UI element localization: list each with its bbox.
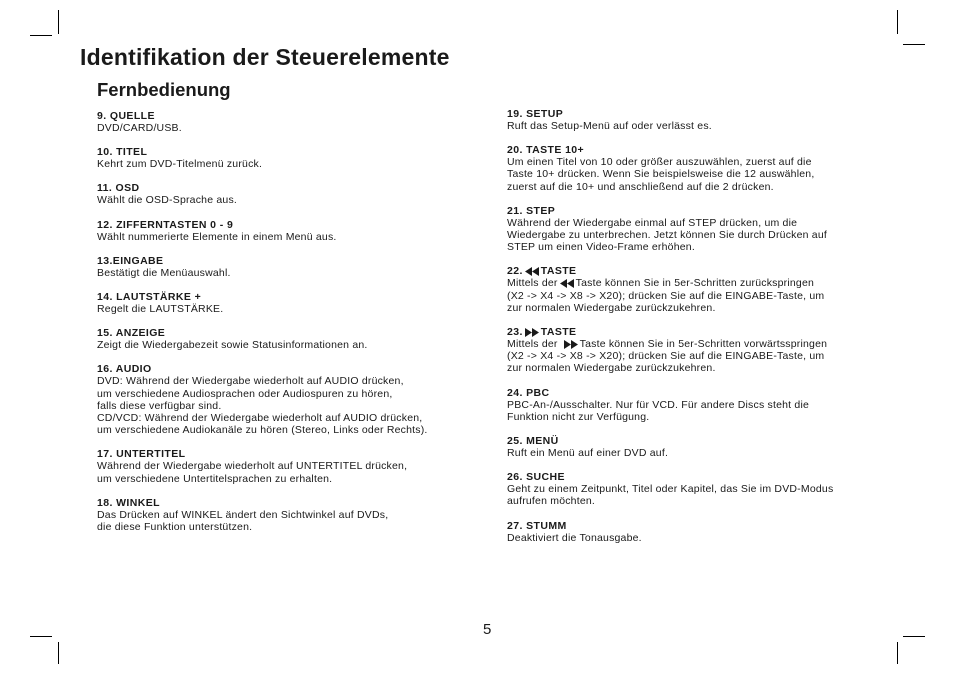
control-description: Bestätigt die Menüauswahl. — [97, 266, 231, 279]
control-description: die diese Funktion unterstützen. — [97, 521, 253, 534]
control-item-forward — [507, 326, 887, 375]
control-description: Während der Wiedergabe einmal auf STEP drücken, um die — [507, 216, 798, 229]
control-description-post: Taste können Sie in 5er-Schritten zurückspringen — [575, 277, 815, 290]
control-heading: 13.EINGABE — [97, 254, 164, 267]
page-title: Identifikation der Steuerelemente — [80, 44, 450, 70]
control-description: falls diese verfügbar sind. — [97, 399, 222, 412]
crop-mark — [897, 642, 898, 664]
control-item-suche — [507, 471, 887, 507]
control-description: um verschiedene Untertitelsprachen zu erhalten. — [97, 472, 333, 485]
control-heading: 20. TASTE 10+ — [507, 144, 585, 157]
control-heading-text: TASTE — [540, 326, 577, 339]
control-description: zuerst auf die 10+ und anschließend auf die 2 drücken. — [507, 180, 774, 193]
crop-mark — [903, 44, 925, 45]
control-heading: 27. STUMM — [507, 519, 567, 532]
control-description: PBC-An-/Ausschalter. Nur für VCD. Für andere Discs steht die — [507, 398, 810, 411]
crop-mark — [30, 636, 52, 637]
control-heading: 24. PBC — [507, 386, 550, 399]
control-description-post: Taste können Sie in 5er-Schritten vorwärtsspringen — [579, 338, 828, 351]
control-description: Wählt die OSD-Sprache aus. — [97, 194, 238, 207]
control-description: Deaktiviert die Tonausgabe. — [507, 531, 642, 544]
control-description: (X2 -> X4 -> X8 -> X20); drücken Sie auf die EINGABE-Taste, um — [507, 350, 825, 363]
control-heading: 14. LAUTSTÄRKE + — [97, 291, 202, 304]
control-item-step — [507, 205, 887, 254]
control-description: um verschiedene Audiosprachen oder Audiospuren zu hören, — [97, 387, 393, 400]
left-column — [97, 110, 477, 545]
control-heading-number: 22. — [507, 265, 523, 278]
control-description: STEP um einen Video-Frame erhöhen. — [507, 241, 695, 254]
control-description: Taste 10+ drücken. Wenn Sie beispielsweise die 12 auswählen, — [507, 168, 815, 181]
control-description: aufrufen möchten. — [507, 495, 596, 508]
control-heading: 16. AUDIO — [97, 363, 152, 376]
control-description: Um einen Titel von 10 oder größer auszuwählen, zuerst auf die — [507, 156, 812, 169]
control-heading: 17. UNTERTITEL — [97, 448, 186, 461]
control-description: Während der Wiedergabe wiederholt auf UNTERTITEL drücken, — [97, 460, 408, 473]
control-description: zur normalen Wiedergabe zurückzukehren. — [507, 301, 716, 314]
crop-mark — [58, 642, 59, 664]
control-description: zur normalen Wiedergabe zurückzukehren. — [507, 362, 716, 375]
control-item-titel — [97, 146, 477, 170]
control-item-anzeige — [97, 327, 477, 351]
control-description: Geht zu einem Zeitpunkt, Titel oder Kapitel, das Sie im DVD-Modus — [507, 483, 834, 496]
control-item-osd — [97, 182, 477, 206]
control-description-pre: Mittels der — [507, 277, 558, 290]
fast-rewind-icon — [525, 267, 539, 276]
control-item-eingabe — [97, 255, 477, 279]
control-heading: 26. SUCHE — [507, 471, 565, 484]
right-column — [507, 108, 887, 556]
control-description: DVD: Während der Wiedergabe wiederholt auf AUDIO drücken, — [97, 375, 404, 388]
control-heading: 10. TITEL — [97, 146, 148, 159]
fast-forward-icon — [564, 340, 578, 349]
crop-mark — [897, 10, 898, 34]
control-item-rewind — [507, 265, 887, 314]
control-heading: 11. OSD — [97, 182, 140, 195]
control-description — [507, 338, 887, 350]
control-description: Zeigt die Wiedergabezeit sowie Statusinformationen an. — [97, 339, 368, 352]
control-heading — [507, 265, 887, 277]
control-description: um verschiedene Audiokanäle zu hören (Stereo, Links oder Rechts). — [97, 424, 428, 437]
control-heading: 21. STEP — [507, 204, 556, 217]
control-description: Ruft das Setup-Menü auf oder verlässt es. — [507, 120, 712, 132]
control-heading — [507, 326, 887, 338]
control-description: CD/VCD: Während der Wiedergabe wiederholt auf AUDIO drücken, — [97, 412, 423, 425]
control-description: Ruft ein Menü auf einer DVD auf. — [507, 447, 669, 460]
control-heading-text: TASTE — [540, 265, 577, 278]
control-item-setup — [507, 108, 887, 132]
control-description: Regelt die LAUTSTÄRKE. — [97, 303, 224, 316]
fast-forward-icon — [525, 328, 539, 337]
crop-mark — [30, 35, 52, 36]
control-item-menu — [507, 435, 887, 459]
control-description — [507, 277, 887, 289]
control-item-quelle — [97, 110, 477, 134]
control-heading: 12. ZIFFERNTASTEN 0 - 9 — [97, 218, 234, 231]
control-item-taste-10 — [507, 144, 887, 193]
crop-mark — [903, 636, 925, 637]
control-description: Wiedergabe zu unterbrechen. Jetzt können Sie durch Drücken auf — [507, 229, 827, 242]
control-description: (X2 -> X4 -> X8 -> X20); drücken Sie auf die EINGABE-Taste, um — [507, 289, 825, 302]
control-heading-number: 23. — [507, 326, 523, 339]
control-heading: 18. WINKEL — [97, 496, 160, 509]
control-description: DVD/CARD/USB. — [97, 122, 182, 134]
control-description: Kehrt zum DVD-Titelmenü zurück. — [97, 158, 263, 171]
crop-mark — [58, 10, 59, 34]
control-description: Wählt nummerierte Elemente in einem Menü aus. — [97, 230, 337, 243]
control-item-lautstaerke — [97, 291, 477, 315]
control-heading: 19. SETUP — [507, 108, 564, 120]
control-item-untertitel — [97, 448, 477, 484]
control-item-pbc — [507, 387, 887, 423]
control-description-pre: Mittels der — [507, 338, 558, 351]
control-description: Das Drücken auf WINKEL ändert den Sichtwinkel auf DVDs, — [97, 508, 389, 521]
control-description: Funktion nicht zur Verfügung. — [507, 410, 650, 423]
fast-rewind-icon — [560, 279, 574, 288]
control-heading: 9. QUELLE — [97, 110, 155, 122]
control-heading: 15. ANZEIGE — [97, 327, 166, 340]
control-item-stumm — [507, 520, 887, 544]
page-number: 5 — [483, 621, 492, 638]
control-item-zifferntasten — [97, 219, 477, 243]
control-heading: 25. MENÜ — [507, 435, 559, 448]
control-item-audio — [97, 363, 477, 436]
control-item-winkel — [97, 497, 477, 533]
section-subtitle: Fernbedienung — [97, 79, 231, 100]
